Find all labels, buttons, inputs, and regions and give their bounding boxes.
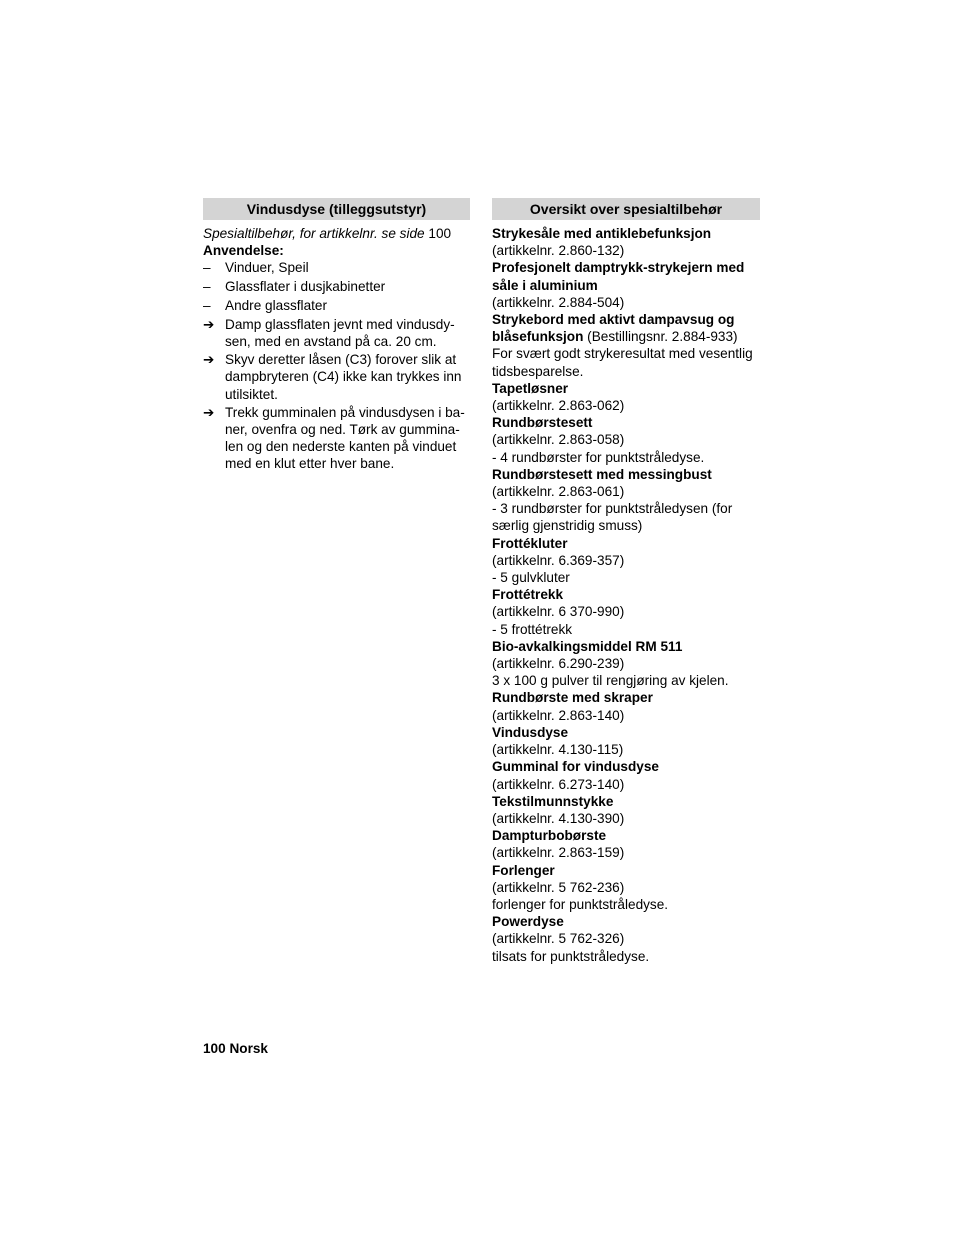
arrow-icon: ➔ bbox=[203, 404, 215, 420]
accessory-detail bbox=[492, 896, 760, 913]
line-text: tilsats for punktstråledyse. bbox=[492, 948, 650, 964]
accessory-detail bbox=[492, 294, 760, 311]
line-text: (artikkelnr. 2.884-504) bbox=[492, 294, 625, 310]
accessory-name bbox=[492, 793, 760, 810]
accessory-name bbox=[492, 638, 760, 655]
accessory-list bbox=[492, 225, 760, 965]
line-text: Tekstilmunnstykke bbox=[492, 793, 614, 809]
arrow-icon: ➔ bbox=[203, 352, 215, 368]
right-column bbox=[492, 198, 760, 965]
accessory-detail bbox=[492, 707, 760, 724]
line-text: Rundbørstesett med messingbust bbox=[492, 466, 712, 482]
line-text: Tapetløsner bbox=[492, 380, 569, 396]
line-text: Powerdyse bbox=[492, 914, 564, 930]
section-heading-window-nozzle: Vindusdyse (tilleggsutstyr) bbox=[203, 198, 470, 220]
list-item bbox=[203, 278, 470, 295]
arrow-icon: ➔ bbox=[203, 316, 215, 332]
line-text: (artikkelnr. 2.863-061) bbox=[492, 484, 625, 500]
accessory-detail bbox=[492, 879, 760, 896]
line-text: Frottétrekk bbox=[492, 587, 564, 603]
accessory-detail bbox=[492, 345, 760, 379]
line-text: - 4 rundbørster for punktstråledyse. bbox=[492, 449, 705, 465]
list-item bbox=[203, 297, 470, 314]
accessory-detail bbox=[492, 810, 760, 827]
line-text: (artikkelnr. 2.863-058) bbox=[492, 432, 625, 448]
line-text: (artikkelnr. 4.130-115) bbox=[492, 742, 624, 758]
line-text: Dampturbobørste bbox=[492, 828, 607, 844]
accessory-name bbox=[492, 311, 760, 345]
step-text: Trekk gumminalen på vindusdysen i ba-ner, ovenfra og ned. Tørk av gummina-len og den nederste kanten på vinduet med en klut etter hver bane. bbox=[225, 404, 465, 472]
steps-list bbox=[203, 316, 470, 473]
line-text: Strykesåle med antiklebefunksjon bbox=[492, 226, 712, 241]
step-text: Skyv deretter låsen (C3) forover slik at dampbryteren (C4) ikke kan trykkes inn utilsiktet. bbox=[225, 352, 462, 402]
list-item-text: Vinduer, Speil bbox=[225, 260, 309, 276]
line-text: Bio-avkalkingsmiddel RM 511 bbox=[492, 638, 683, 654]
intro-italic: Spesialtilbehør, for artikkelnr. se side bbox=[203, 226, 425, 241]
accessory-detail bbox=[492, 930, 760, 947]
accessory-detail bbox=[492, 242, 760, 259]
line-text: (artikkelnr. 2.863-159) bbox=[492, 845, 625, 861]
intro-page-ref: 100 bbox=[428, 226, 452, 241]
accessory-detail bbox=[492, 483, 760, 500]
accessory-detail bbox=[492, 844, 760, 861]
line-text: (artikkelnr. 6.369-357) bbox=[492, 552, 625, 568]
accessory-detail bbox=[492, 776, 760, 793]
line-text: (artikkelnr. 4.130-390) bbox=[492, 810, 625, 826]
section-heading-accessories: Oversikt over spesialtilbehør bbox=[492, 198, 760, 220]
line-text: For svært godt strykeresultat med vesentlig tidsbesparelse. bbox=[492, 346, 753, 379]
line-text: Frottékluter bbox=[492, 535, 568, 551]
line-text: forlenger for punktstråledyse. bbox=[492, 896, 669, 912]
accessory-detail bbox=[492, 672, 760, 689]
accessory-name bbox=[492, 913, 760, 930]
accessory-name bbox=[492, 758, 760, 775]
accessory-name bbox=[492, 724, 760, 741]
left-column bbox=[203, 198, 470, 474]
accessory-detail bbox=[492, 569, 760, 586]
intro-line bbox=[203, 225, 470, 242]
accessory-detail bbox=[492, 552, 760, 569]
accessory-name bbox=[492, 862, 760, 879]
accessory-name bbox=[492, 380, 760, 397]
list-item-text: Glassflater i dusjkabinetter bbox=[225, 279, 386, 295]
accessory-detail bbox=[492, 500, 760, 534]
accessory-detail bbox=[492, 397, 760, 414]
step-text: Damp glassflaten jevnt med vindusdy-sen, med en avstand på ca. 20 cm. bbox=[225, 316, 455, 349]
accessory-detail bbox=[492, 741, 760, 758]
accessory-name bbox=[492, 689, 760, 706]
accessory-name bbox=[492, 414, 760, 431]
list-item-text: Andre glassflater bbox=[225, 298, 328, 313]
line-text: Profesjonelt damptrykk-strykejern med såle i aluminium bbox=[492, 260, 745, 293]
line-text: (artikkelnr. 6.273-140) bbox=[492, 776, 625, 792]
accessory-name bbox=[492, 225, 760, 242]
line-text: Strykebord med aktivt dampavsug og blåsefunksjon bbox=[492, 312, 735, 345]
line-text: 3 x 100 g pulver til rengjøring av kjelen. bbox=[492, 673, 729, 689]
accessory-name bbox=[492, 535, 760, 552]
usage-label: Anvendelse: bbox=[203, 243, 284, 259]
line-text: - 3 rundbørster for punktstråledysen (for særlig gjenstridig smuss) bbox=[492, 501, 733, 534]
usage-list bbox=[203, 259, 470, 314]
accessory-name bbox=[492, 586, 760, 603]
line-text: (artikkelnr. 5 762-326) bbox=[492, 931, 625, 947]
line-text: Rundbørstesett bbox=[492, 415, 593, 431]
accessory-detail bbox=[492, 431, 760, 448]
line-text: (artikkelnr. 2.863-062) bbox=[492, 398, 625, 414]
accessory-name bbox=[492, 466, 760, 483]
list-item bbox=[203, 259, 470, 276]
accessory-name bbox=[492, 827, 760, 844]
accessory-detail bbox=[492, 948, 760, 965]
line-text: (artikkelnr. 2.860-132) bbox=[492, 243, 625, 259]
line-text: (artikkelnr. 6.290-239) bbox=[492, 656, 625, 672]
accessory-detail bbox=[492, 655, 760, 672]
dash-marker: – bbox=[203, 298, 211, 313]
line-text: Rundbørste med skraper bbox=[492, 690, 653, 706]
line-text: Vindusdyse bbox=[492, 724, 569, 740]
accessory-detail bbox=[492, 603, 760, 620]
step-item bbox=[203, 316, 470, 350]
line-tail-text: (Bestillingsnr. 2.884-933) bbox=[583, 329, 738, 345]
line-text: - 5 frottétrekk bbox=[492, 621, 573, 637]
dash-marker: – bbox=[203, 279, 211, 295]
line-text: - 5 gulvkluter bbox=[492, 570, 570, 586]
accessory-detail bbox=[492, 621, 760, 638]
page-footer: 100 Norsk bbox=[203, 1041, 268, 1056]
line-text: (artikkelnr. 2.863-140) bbox=[492, 707, 625, 723]
step-item bbox=[203, 404, 470, 473]
line-text: Gumminal for vindusdyse bbox=[492, 759, 659, 775]
line-text: (artikkelnr. 6 370-990) bbox=[492, 604, 625, 620]
accessory-detail bbox=[492, 449, 760, 466]
dash-marker: – bbox=[203, 260, 211, 276]
step-item bbox=[203, 351, 470, 403]
line-text: Forlenger bbox=[492, 862, 555, 878]
line-text: (artikkelnr. 5 762-236) bbox=[492, 879, 625, 895]
accessory-name bbox=[492, 259, 760, 293]
